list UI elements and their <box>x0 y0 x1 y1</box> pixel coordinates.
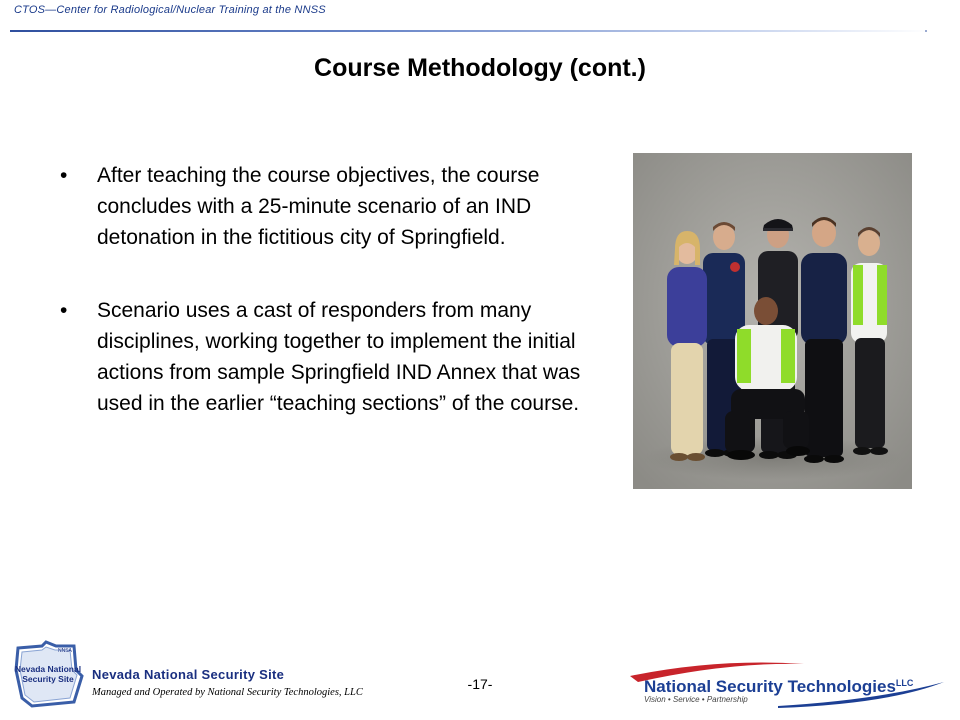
nnss-seal-line-1: Nevada National <box>14 664 82 674</box>
bullet-item <box>60 160 630 253</box>
nnss-seal-line-2: Security Site <box>22 674 74 684</box>
page-number: -17- <box>467 676 493 692</box>
slide-title: Course Methodology (cont.) <box>314 54 646 82</box>
footer-managed-by: Managed and Operated by National Security Technologies, LLC <box>92 687 363 698</box>
bullet-text: Scenario uses a cast of responders from many disciplines, working together to implement the initial actions from sample Springfield IND Annex that was used in the earlier “teaching sections” of the course. <box>97 299 581 415</box>
footer-org-name: Nevada National Security Site <box>92 667 285 682</box>
header-rule-end <box>925 30 927 32</box>
bullet-item <box>60 295 630 419</box>
nstec-name <box>644 677 914 696</box>
bullet-list <box>60 160 630 419</box>
nstec-tagline: Vision • Service • Partnership <box>644 695 748 704</box>
nstec-name-main: National Security Technologies <box>644 677 896 696</box>
responders-group-illustration <box>633 153 912 489</box>
nstec-swoosh-logo <box>628 660 948 710</box>
bullet-text: After teaching the course objectives, the course concludes with a 25-minute scenario of an IND detonation in the fictitious city of Springfield. <box>97 164 540 249</box>
bullet-symbol: • <box>60 299 68 322</box>
nstec-suffix: LLC <box>895 678 914 688</box>
header-rule <box>10 30 930 32</box>
bullet-symbol: • <box>60 164 68 187</box>
nnss-seal-tag: NNSA <box>58 648 72 654</box>
header-course-line: CTOS—Center for Radiological/Nuclear Training at the NNSS <box>14 4 326 16</box>
nnss-state-seal-logo <box>12 640 86 710</box>
